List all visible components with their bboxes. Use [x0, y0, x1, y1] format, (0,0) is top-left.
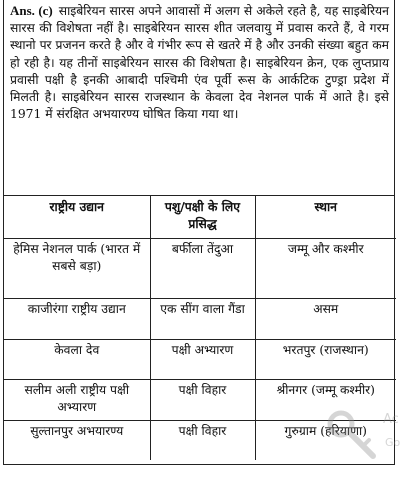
cell-location: गुरुग्राम (हरियाणा)	[255, 420, 396, 460]
cell-animal: पक्षी विहार	[150, 420, 255, 460]
cell-animal: पक्षी विहार	[150, 379, 255, 420]
table-row	[4, 420, 396, 460]
cell-location: असम	[255, 298, 396, 339]
table-row	[4, 238, 396, 298]
header-location: स्थान	[255, 196, 396, 238]
table-row	[4, 298, 396, 339]
cell-park: सलीम अली राष्ट्रीय पक्षी अभ्यारण	[4, 379, 150, 420]
table-row	[4, 379, 396, 420]
watermark-text-line1: Ac	[383, 412, 399, 427]
cell-location: श्रीनगर (जम्मू कश्मीर)	[255, 379, 396, 420]
cell-location: जम्मू और कश्मीर	[255, 238, 396, 298]
answer-text: साइबेरियन सारस अपने आवासों में अलग से अकेले रहते है, यह साइबेरियन सारस की विशेषता नहीं है। साइबेरियन सारस शीत जलवायु में प्रवास करते हैं, वे गरम स्थानो पर प्रजनन करते है और वे गंभीर रूप से खतरे में है और उनकी संख्या बहुत कम हो रही है। यह तीनों साइबेरियन सारस की विशेषता है। साइबेरियन क्रेन, एक लुप्तप्राय प्रवासी पक्षी है इनकी आबादी पश्चिमी एंव पूर्वी रूस के आर्कटिक टुण्ड्रा प्रदेश में मिलती है। साइबेरियन सारस राजस्थान के केवला देव नेशनल पार्क में आते है। इसे 1971 में संरक्षित अभयारण्य घोषित किया गया था।	[10, 4, 389, 122]
header-national-park: राष्ट्रीय उद्यान	[4, 196, 150, 238]
national-parks-table	[4, 196, 396, 460]
cell-park: हेमिस नेशनल पार्क (भारत में सबसे बड़ा)	[4, 238, 150, 298]
cell-park: केवला देव	[4, 339, 150, 379]
answer-paragraph-block	[4, 0, 394, 196]
cell-location: भरतपुर (राजस्थान)	[255, 339, 396, 379]
answer-box	[3, 0, 395, 465]
cell-animal: बर्फीला तेंदुआ	[150, 238, 255, 298]
cell-animal: पक्षी अभ्यारण	[150, 339, 255, 379]
table-row	[4, 339, 396, 379]
header-famous-for: पशु/पक्षी के लिए प्रसिद्ध	[150, 196, 255, 238]
watermark-text-line2: Go	[385, 436, 401, 449]
answer-label: Ans. (c)	[10, 3, 53, 18]
cell-park: सुल्तानपुर अभयारण्य	[4, 420, 150, 460]
table-header-row	[4, 196, 396, 238]
cell-park: काजीरंगा राष्ट्रीय उद्यान	[4, 298, 150, 339]
cell-animal: एक सींग वाला गैंडा	[150, 298, 255, 339]
